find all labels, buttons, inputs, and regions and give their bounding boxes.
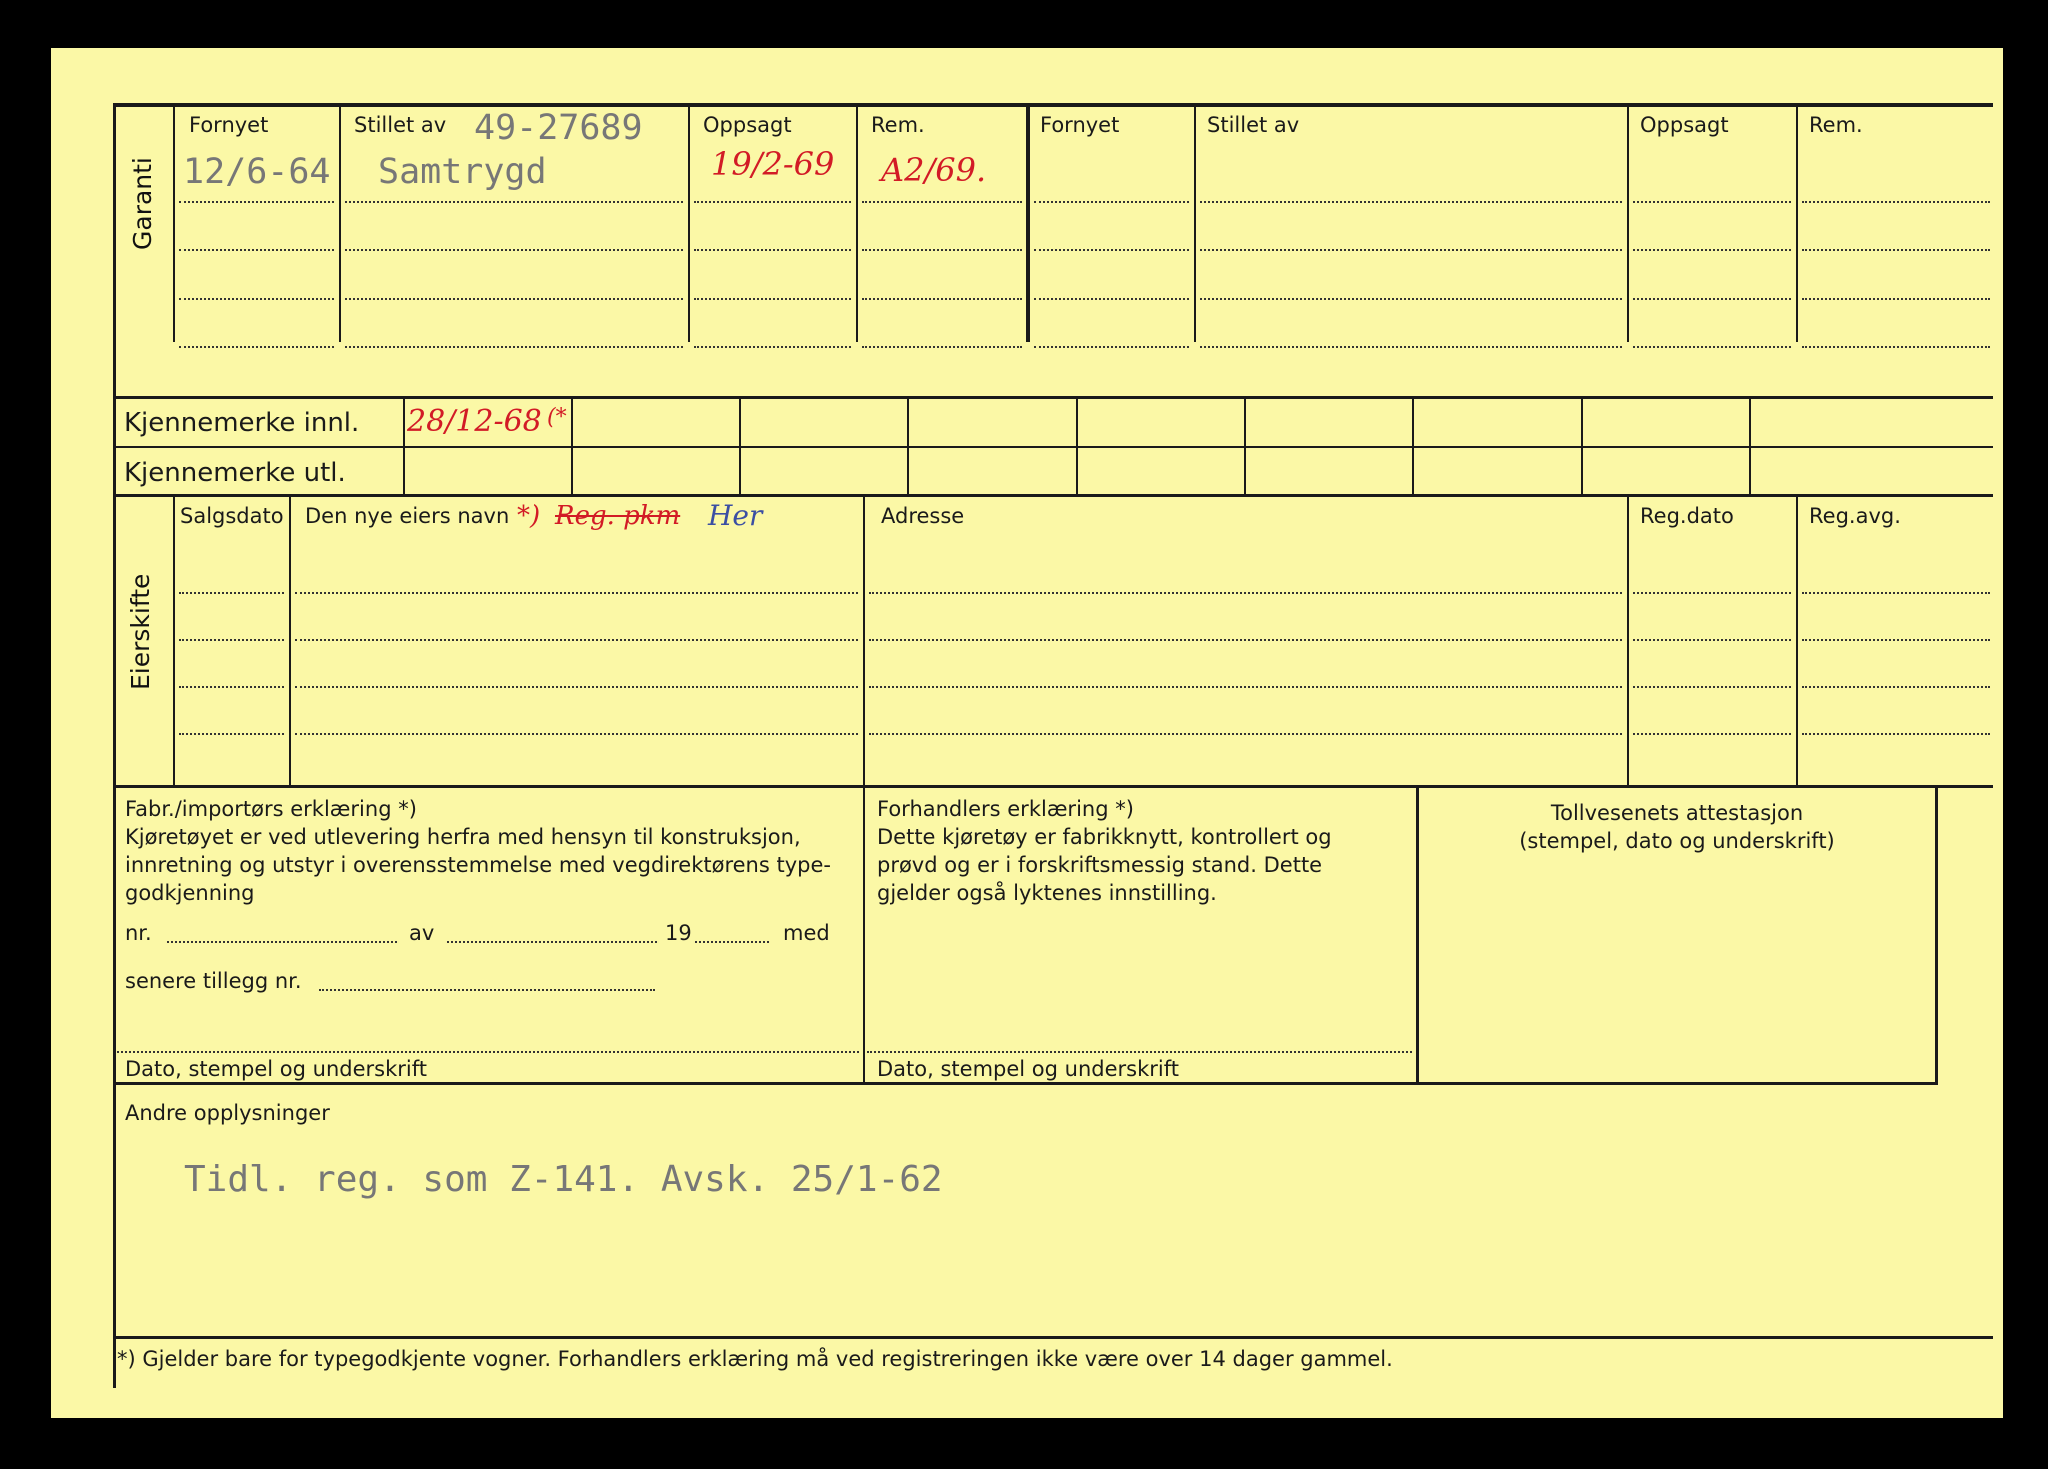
declarations-top-border [113, 785, 1993, 788]
card-bottom-border [113, 1336, 1993, 1339]
col-stillet-av-header: Stillet av [354, 113, 447, 137]
forhandler-sign-label: Dato, stempel og underskrift [877, 1057, 1179, 1081]
col-oppsagt-header: Oppsagt [703, 113, 792, 137]
fabr-year-label: 19 [665, 921, 692, 945]
fabr-text-line3: godkjenning [125, 881, 255, 905]
guarantee-remark: A2/69. [881, 151, 987, 189]
plate-in-date: 28/12-68 [407, 404, 542, 439]
card-left-border [113, 103, 116, 1388]
andre-label: Andre opplysninger [125, 1101, 330, 1125]
garanti-label-divider [173, 106, 175, 342]
kjennemerke-bottom-border [113, 494, 1993, 497]
eierskifte-section-label: Eierskifte [126, 573, 155, 690]
col-fornyet-header: Fornyet [189, 113, 269, 137]
col-regavg-header: Reg.avg. [1809, 504, 1901, 528]
col-rem-2-header: Rem. [1809, 113, 1863, 137]
fabr-med-label: med [783, 921, 830, 945]
col-rem-header: Rem. [871, 113, 925, 137]
col-adresse-header: Adresse [881, 504, 965, 528]
kjennemerke-innl-label: Kjennemerke innl. [124, 408, 360, 438]
fabr-tillegg-label: senere tillegg nr. [125, 969, 302, 993]
garanti-top-border [113, 103, 1993, 107]
col-salgsdato-header: Salgsdato [180, 504, 284, 528]
declarations-bottom-border [113, 1082, 1938, 1085]
fabr-sign-label: Dato, stempel og underskrift [125, 1057, 427, 1081]
fabr-nr-label: nr. [125, 921, 152, 945]
fabr-text-line1: Kjøretøyet er ved utlevering herfra med hensyn til konstruksjon, [125, 825, 801, 849]
forhandler-text-line1: Dette kjøretøy er fabrikknytt, kontrollert og [877, 825, 1332, 849]
registration-card [51, 48, 2003, 1418]
plate-in-mark: (* [547, 405, 567, 430]
owner-name-note: Her [708, 499, 763, 532]
col-regdato-header: Reg.dato [1640, 504, 1734, 528]
col-oppsagt-2-header: Oppsagt [1640, 113, 1729, 137]
forhandler-title: Forhandlers erklæring *) [877, 797, 1134, 821]
guarantee-renewed-date: 12/6-64 [183, 152, 331, 192]
guarantee-number: 49-27689 [474, 108, 643, 148]
col-fornyet-2-header: Fornyet [1040, 113, 1120, 137]
forhandler-text-line2: prøvd og er i forskriftsmessig stand. Dette [877, 853, 1323, 877]
fabr-title: Fabr./importørs erklæring *) [125, 797, 417, 821]
kjennemerke-top-border [113, 396, 1993, 399]
andre-typed-note: Tidl. reg. som Z-141. Avsk. 25/1-62 [184, 1159, 943, 1200]
guarantee-issuer: Samtrygd [378, 152, 547, 192]
toll-title: Tollvesenets attestasjon [1550, 801, 1804, 825]
toll-subtitle: (stempel, dato og underskrift) [1519, 829, 1835, 853]
owner-name-struck: Reg. pkm [555, 501, 681, 531]
guarantee-cancelled-date: 19/2-69 [711, 145, 835, 183]
col-stillet-av-2-header: Stillet av [1207, 113, 1300, 137]
fabr-av-label: av [409, 921, 435, 945]
col-navn-header: Den nye eiers navn [305, 504, 510, 528]
footnote: *) Gjelder bare for typegodkjente vogner. Forhandlers erklæring må ved registreringen ikke være over 14 dager gammel. [117, 1347, 1393, 1371]
owner-name-mark: *) [517, 501, 541, 531]
fabr-text-line2: innretning og utstyr i overensstemmelse med vegdirektørens type- [125, 853, 831, 877]
kjennemerke-utl-label: Kjennemerke utl. [124, 458, 346, 488]
kjennemerke-middle-line [113, 446, 1993, 448]
forhandler-text-line3: gjelder også lyktenes innstilling. [877, 881, 1217, 905]
garanti-section-label: Garanti [128, 157, 157, 250]
